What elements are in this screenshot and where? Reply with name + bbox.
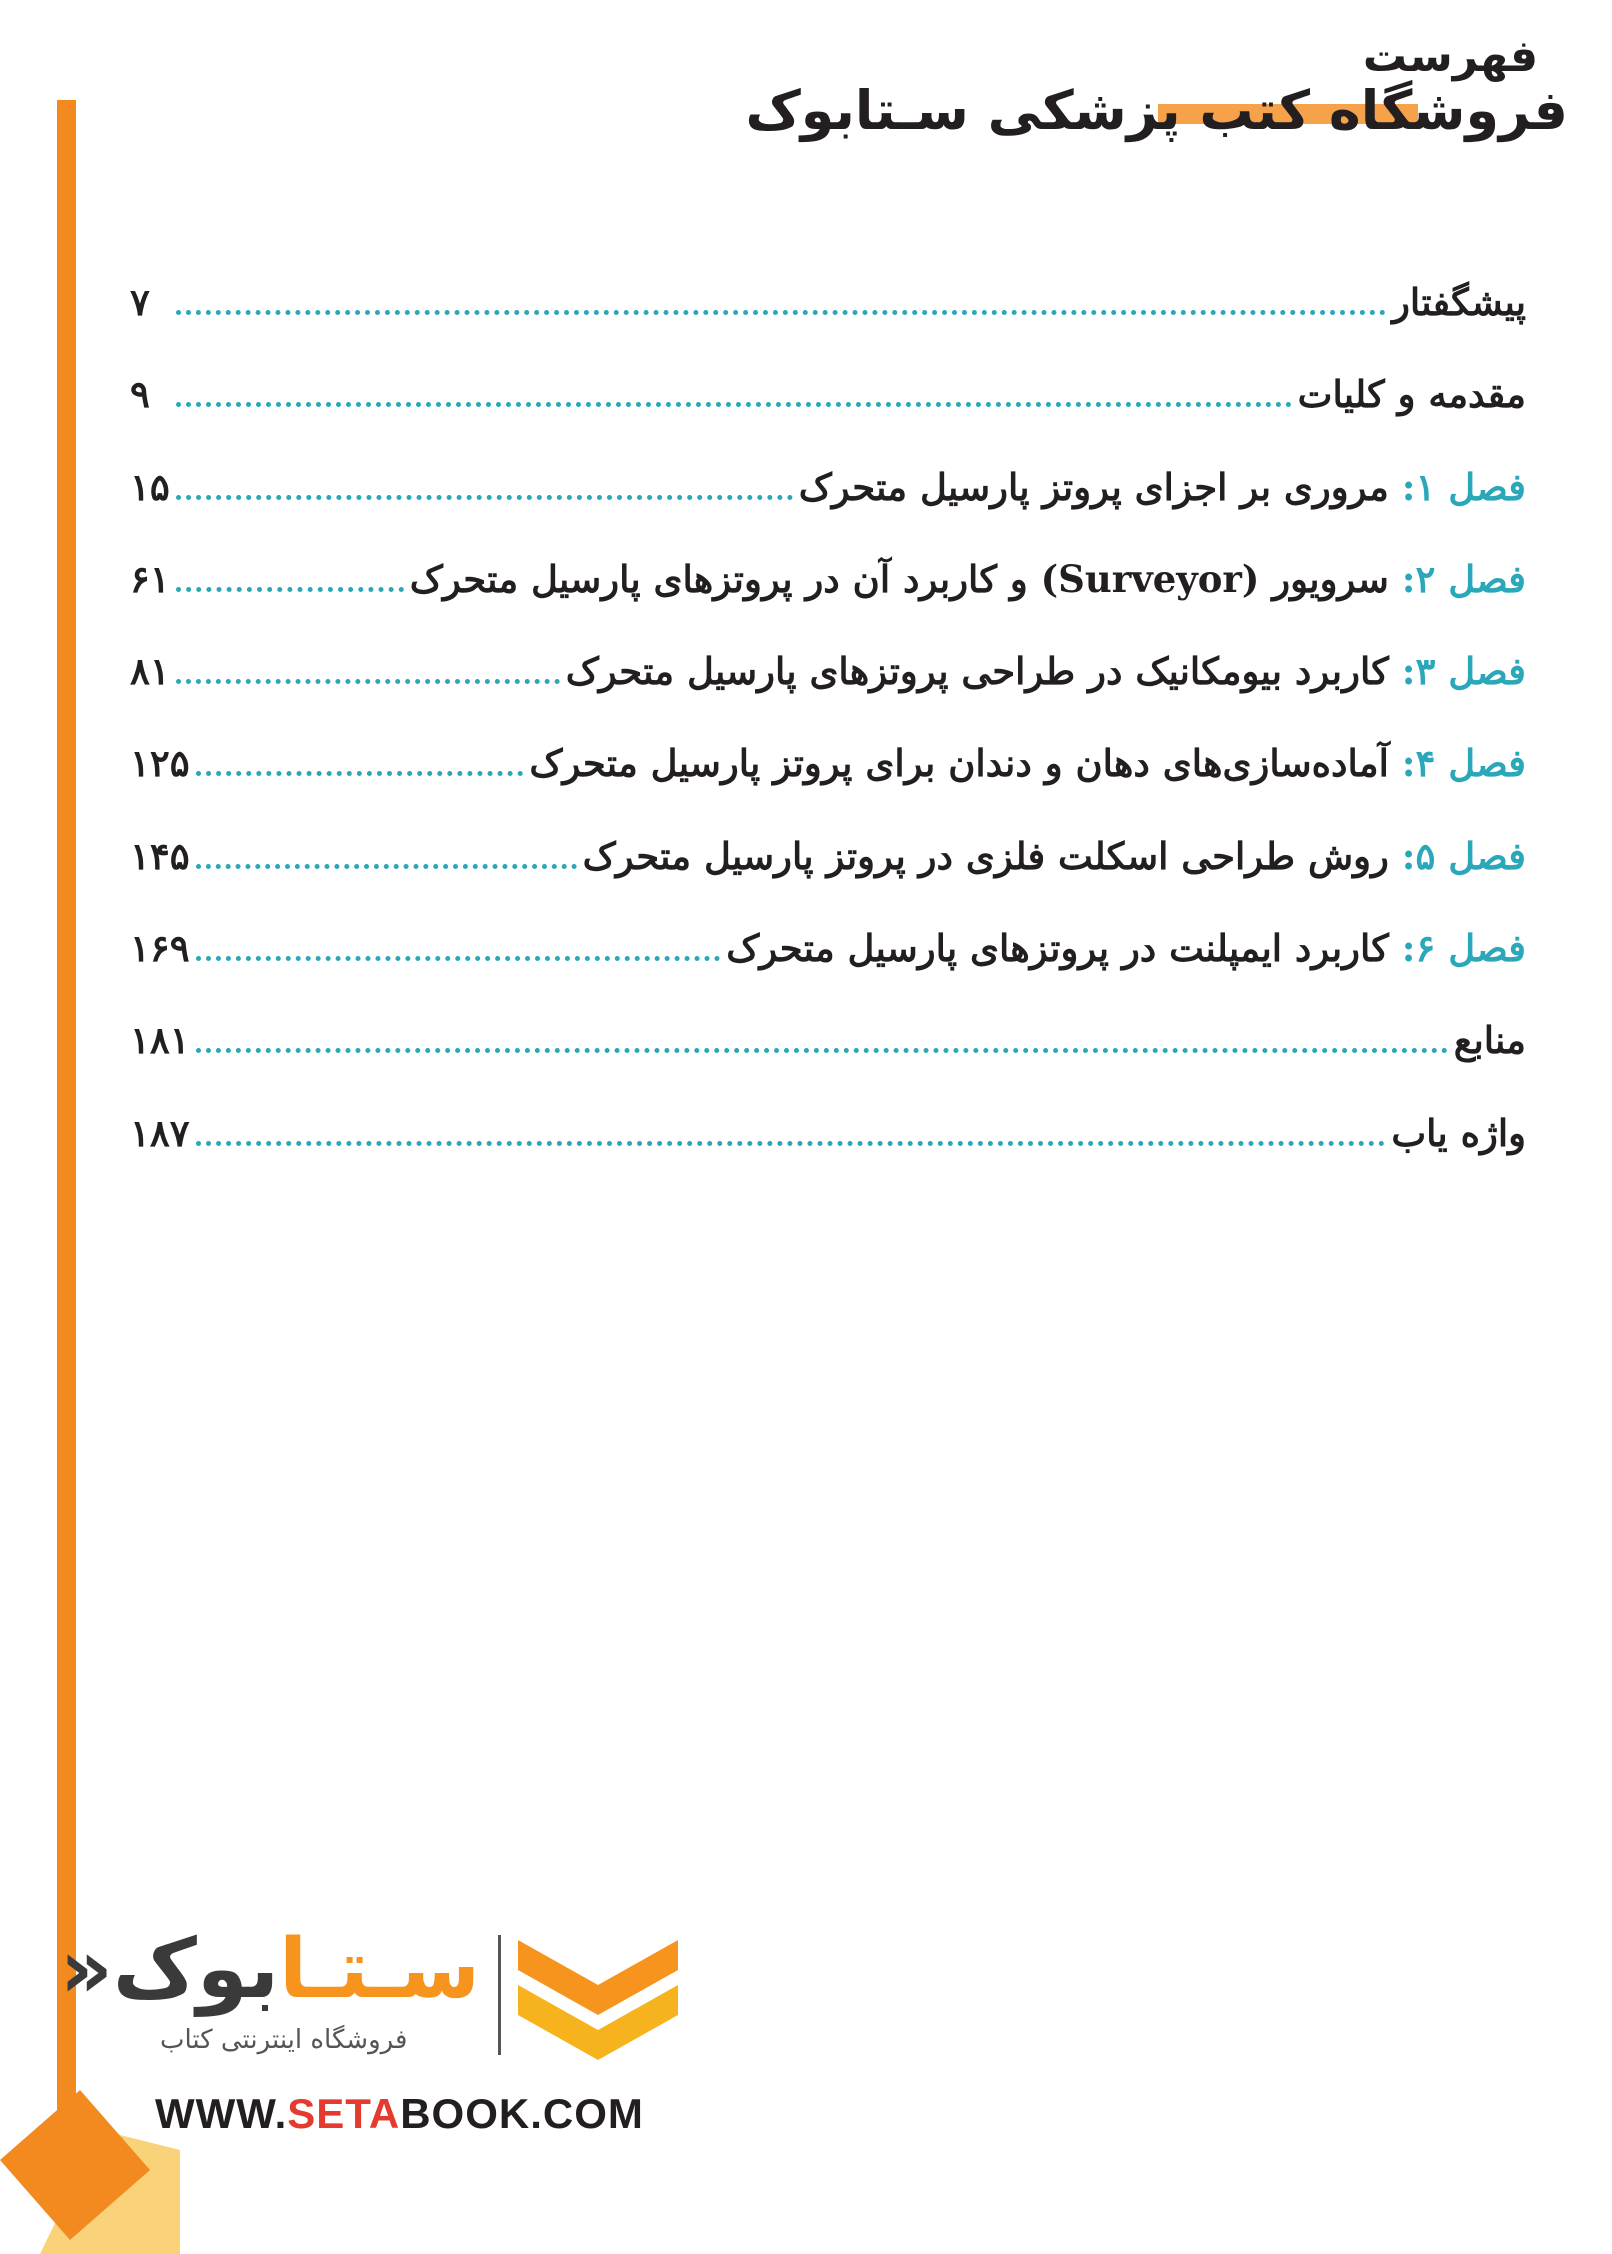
toc-page-number: ۱۶۹ xyxy=(130,926,190,971)
toc-page-number: ۹ xyxy=(130,372,150,417)
toc-entry[interactable] xyxy=(130,354,1526,446)
leader-dots xyxy=(176,489,793,500)
leader-dots xyxy=(196,1042,1448,1053)
leader-dots xyxy=(196,765,524,776)
chapter-label: فصل ۵: xyxy=(1401,833,1526,878)
logo-wordmark xyxy=(59,1922,480,2017)
page-header xyxy=(668,32,1568,142)
leader-dots xyxy=(176,396,1292,407)
toc-entry-title xyxy=(799,447,1526,527)
toc-page-number: ۱۸۱ xyxy=(130,1018,190,1063)
corner-decoration-icon xyxy=(0,2070,190,2254)
toc-entry-title xyxy=(1392,262,1526,342)
leader-dots xyxy=(196,858,577,869)
leader-dots xyxy=(176,673,560,684)
toc-title-text: منابع xyxy=(1453,1018,1526,1063)
store-watermark: فروشگاه کتب پزشکی سـتابوک xyxy=(745,79,1568,142)
toc-entry[interactable] xyxy=(130,723,1526,815)
url-seta: SETA xyxy=(287,2090,401,2137)
leader-dots xyxy=(176,581,404,592)
book-chevron-icon xyxy=(518,1940,678,2060)
toc-entry-title xyxy=(566,631,1526,711)
toc-title-text: مروری بر اجزای پروتز پارسیل متحرک xyxy=(798,464,1389,509)
toc-entry[interactable] xyxy=(130,262,1526,354)
toc-entry-title xyxy=(583,816,1526,896)
logo-divider xyxy=(498,1935,501,2055)
toc-entry[interactable] xyxy=(130,1093,1526,1185)
toc-title-text: کاربرد بیومکانیک در طراحی پروتزهای پارسیل متحرک xyxy=(565,649,1389,694)
toc-title-text: واژه یاب xyxy=(1391,1110,1526,1155)
chapter-label: فصل ۲: xyxy=(1401,556,1526,601)
website-url[interactable] xyxy=(155,2090,644,2138)
chapter-label: فصل ۴: xyxy=(1401,741,1526,786)
toc-page-number: ۱۸۷ xyxy=(130,1110,190,1155)
toc-entry[interactable] xyxy=(130,816,1526,908)
toc-entry-title xyxy=(1298,354,1526,434)
table-of-contents xyxy=(130,262,1526,1185)
toc-entry[interactable] xyxy=(130,447,1526,539)
chapter-label: فصل ۱: xyxy=(1401,464,1526,509)
logo-name-part1: سـتـا xyxy=(279,1922,480,2017)
toc-entry[interactable] xyxy=(130,1000,1526,1092)
toc-entry-title xyxy=(410,539,1526,619)
toc-title-text: کاربرد ایمپلنت در پروتزهای پارسیل متحرک xyxy=(726,926,1389,971)
logo-subtitle: فروشگاه اینترنتی کتاب xyxy=(160,2025,408,2055)
toc-title-text: پیشگفتار xyxy=(1392,280,1526,324)
toc-page-number: ۶۱ xyxy=(130,556,170,601)
chapter-label: فصل ۶: xyxy=(1401,926,1526,971)
url-suffix: BOOK.COM xyxy=(400,2090,644,2137)
toc-title-text: مقدمه و کلیات xyxy=(1297,372,1526,417)
toc-title-text: آماده‌سازی‌های دهان و دندان برای پروتز پارسیل متحرک xyxy=(529,741,1389,786)
toc-entry[interactable] xyxy=(130,539,1526,631)
toc-page-number: ۷ xyxy=(130,280,150,324)
leader-dots xyxy=(196,1135,1386,1146)
toc-title-text: سرویور (Surveyor) و کاربرد آن در پروتزهای پارسیل متحرک xyxy=(409,556,1389,601)
toc-entry[interactable] xyxy=(130,908,1526,1000)
leader-dots xyxy=(176,304,1386,315)
toc-entry-title xyxy=(529,723,1526,803)
logo-name-part2: بوک xyxy=(112,1922,280,2017)
toc-page-number: ۱۴۵ xyxy=(130,833,190,878)
toc-page-number: ۱۲۵ xyxy=(130,741,190,786)
toc-entry[interactable] xyxy=(130,631,1526,723)
toc-page-number: ۸۱ xyxy=(130,649,170,694)
logo-arrows: « xyxy=(59,1922,113,2017)
toc-page-number: ۱۵ xyxy=(130,464,170,509)
page-title: فهرست xyxy=(1362,31,1538,82)
url-prefix: WWW. xyxy=(155,2090,288,2137)
chapter-label: فصل ۳: xyxy=(1401,649,1526,694)
toc-title-text: روش طراحی اسکلت فلزی در پروتز پارسیل متحرک xyxy=(582,833,1389,878)
leader-dots xyxy=(196,950,721,961)
toc-entry-title xyxy=(726,908,1526,988)
toc-entry-title xyxy=(1391,1093,1526,1173)
toc-entry-title xyxy=(1454,1000,1526,1080)
